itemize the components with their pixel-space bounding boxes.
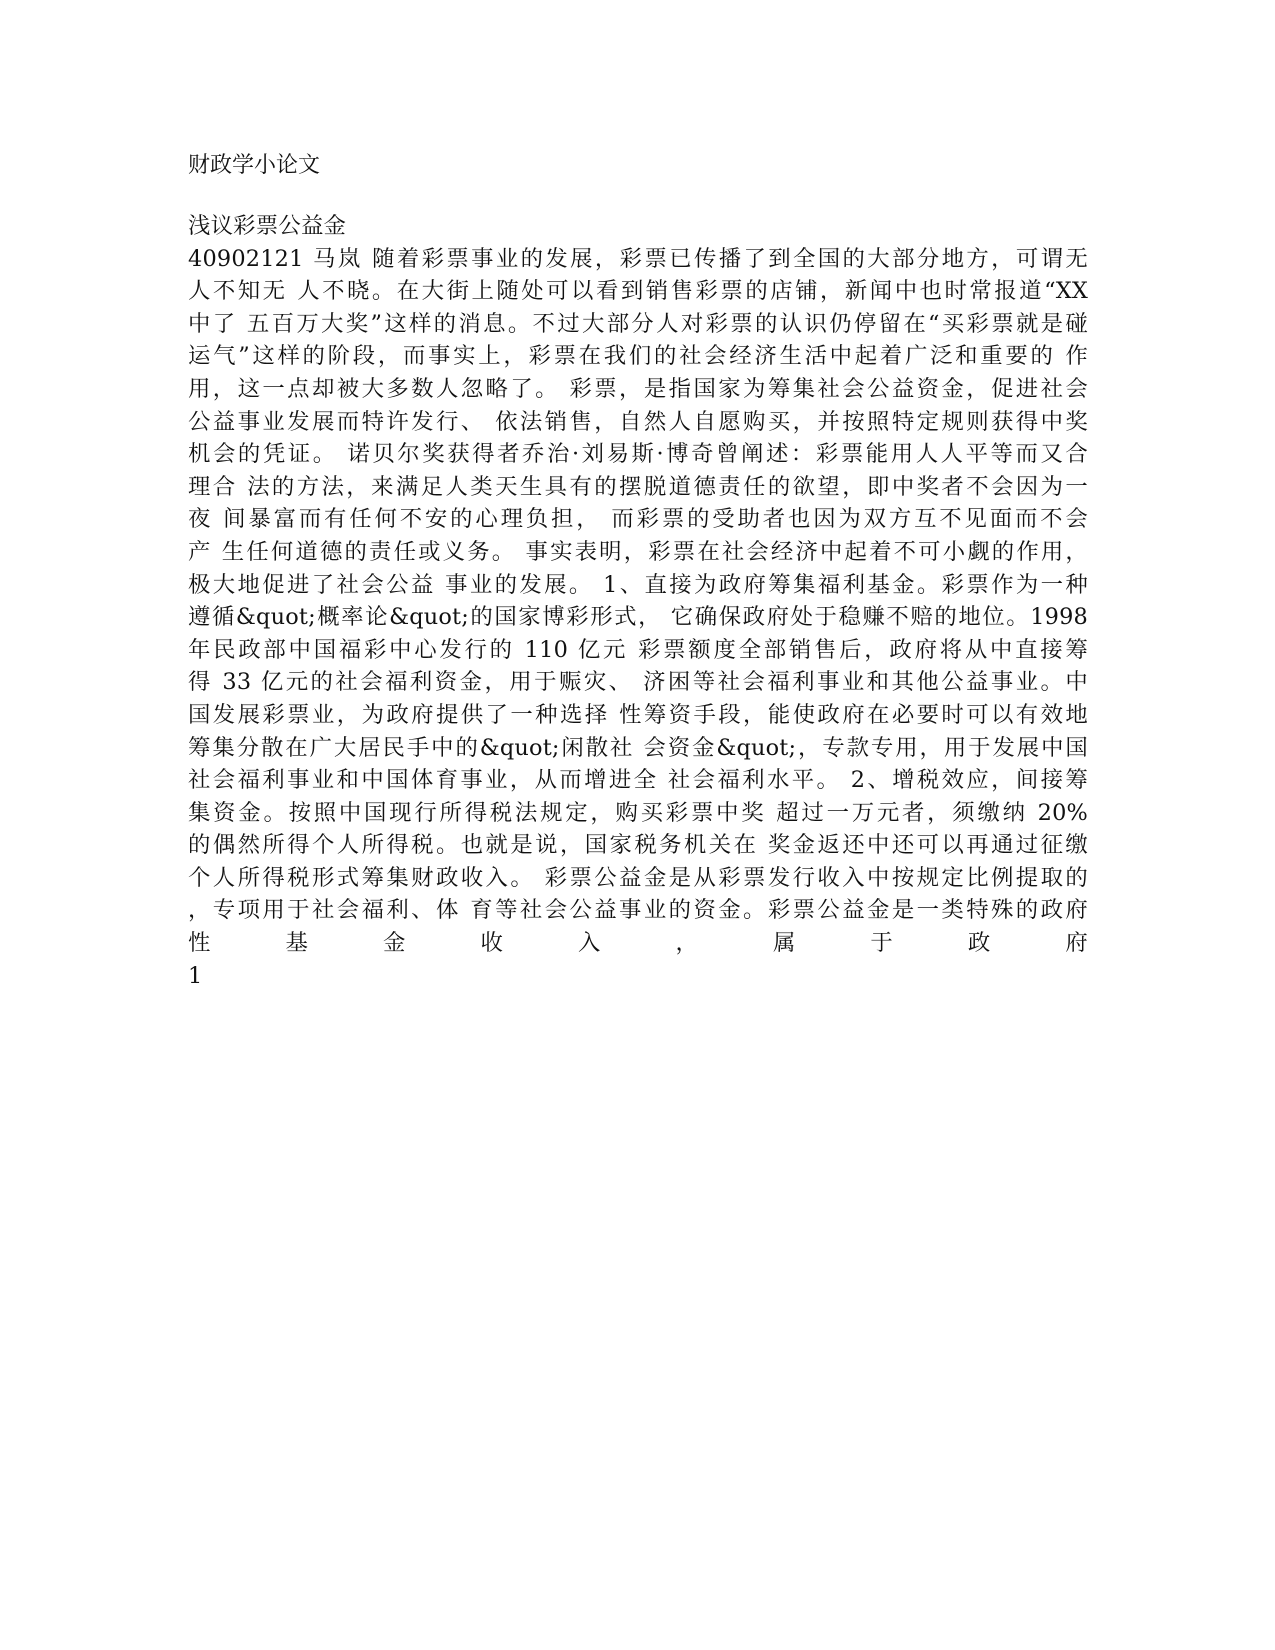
body-line: 个人所得税形式筹集财政收入。 彩票公益金是从彩票发行收入中按规定比例提取的 <box>188 864 1088 891</box>
body-line: 得 33 亿元的社会福利资金，用于赈灾、 济困等社会福利事业和其他公益事业。中 <box>188 669 1088 696</box>
body-line: 人不知无 人不晓。在大街上随处可以看到销售彩票的店铺，新闻中也时常报道“XX <box>188 278 1088 305</box>
body-line: 夜 间暴富而有任何不安的心理负担， 而彩票的受助者也因为双方互不见面而不会 <box>188 506 1088 533</box>
body-line: 集资金。按照中国现行所得税法规定，购买彩票中奖 超过一万元者，须缴纳 20% <box>188 799 1088 826</box>
body-line: 极大地促进了社会公益 事业的发展。 1、直接为政府筹集福利基金。彩票作为一种 <box>188 571 1088 598</box>
body-line: 年民政部中国福彩中心发行的 110 亿元 彩票额度全部销售后，政府将从中直接筹 <box>188 636 1088 663</box>
body-line: 性基金收入，属于政府 <box>188 930 1088 957</box>
document-title: 财政学小论文 <box>188 153 321 178</box>
body-line-last: 1 <box>188 962 203 989</box>
body-line: 公益事业发展而特许发行、 依法销售，自然人自愿购买，并按照特定规则获得中奖 <box>188 408 1088 435</box>
body-line: 筹集分散在广大居民手中的&quot;闲散社 会资金&quot;，专款专用，用于发展中国 <box>188 734 1088 761</box>
body-line: 遵循&quot;概率论&quot;的国家博彩形式， 它确保政府处于稳赚不赔的地位。1998 <box>188 604 1088 631</box>
document-body <box>188 210 1088 1025</box>
body-line: 国发展彩票业，为政府提供了一种选择 性筹资手段，能使政府在必要时可以有效地 <box>188 701 1088 728</box>
subtitle-line: 浅议彩票公益金 <box>188 213 347 239</box>
body-line: 理合 法的方法，来满足人类天生具有的摆脱道德责任的欲望，即中奖者不会因为一 <box>188 473 1088 500</box>
body-line: ，专项用于社会福利、体 育等社会公益事业的资金。彩票公益金是一类特殊的政府 <box>188 897 1088 924</box>
body-line: 机会的凭证。 诺贝尔奖获得者乔治·刘易斯·博奇曾阐述：彩票能用人人平等而又合 <box>188 441 1088 468</box>
body-line: 产 生任何道德的责任或义务。 事实表明，彩票在社会经济中起着不可小觑的作用， <box>188 538 1088 565</box>
body-line: 的偶然所得个人所得税。也就是说，国家税务机关在 奖金返还中还可以再通过征缴 <box>188 832 1088 859</box>
body-line: 中了 五百万大奖”这样的消息。不过大部分人对彩票的认识仍停留在“买彩票就是碰 <box>188 310 1088 337</box>
body-line: 用，这一点却被大多数人忽略了。 彩票，是指国家为筹集社会公益资金，促进社会 <box>188 375 1088 402</box>
body-line: 社会福利事业和中国体育事业，从而增进全 社会福利水平。 2、增税效应，间接筹 <box>188 767 1088 794</box>
page-number <box>188 992 1088 1025</box>
body-line: 运气”这样的阶段，而事实上，彩票在我们的社会经济生活中起着广泛和重要的 作 <box>188 343 1088 370</box>
body-line: 40902121 马岚 随着彩票事业的发展，彩票已传播了到全国的大部分地方，可谓无 <box>188 245 1088 272</box>
